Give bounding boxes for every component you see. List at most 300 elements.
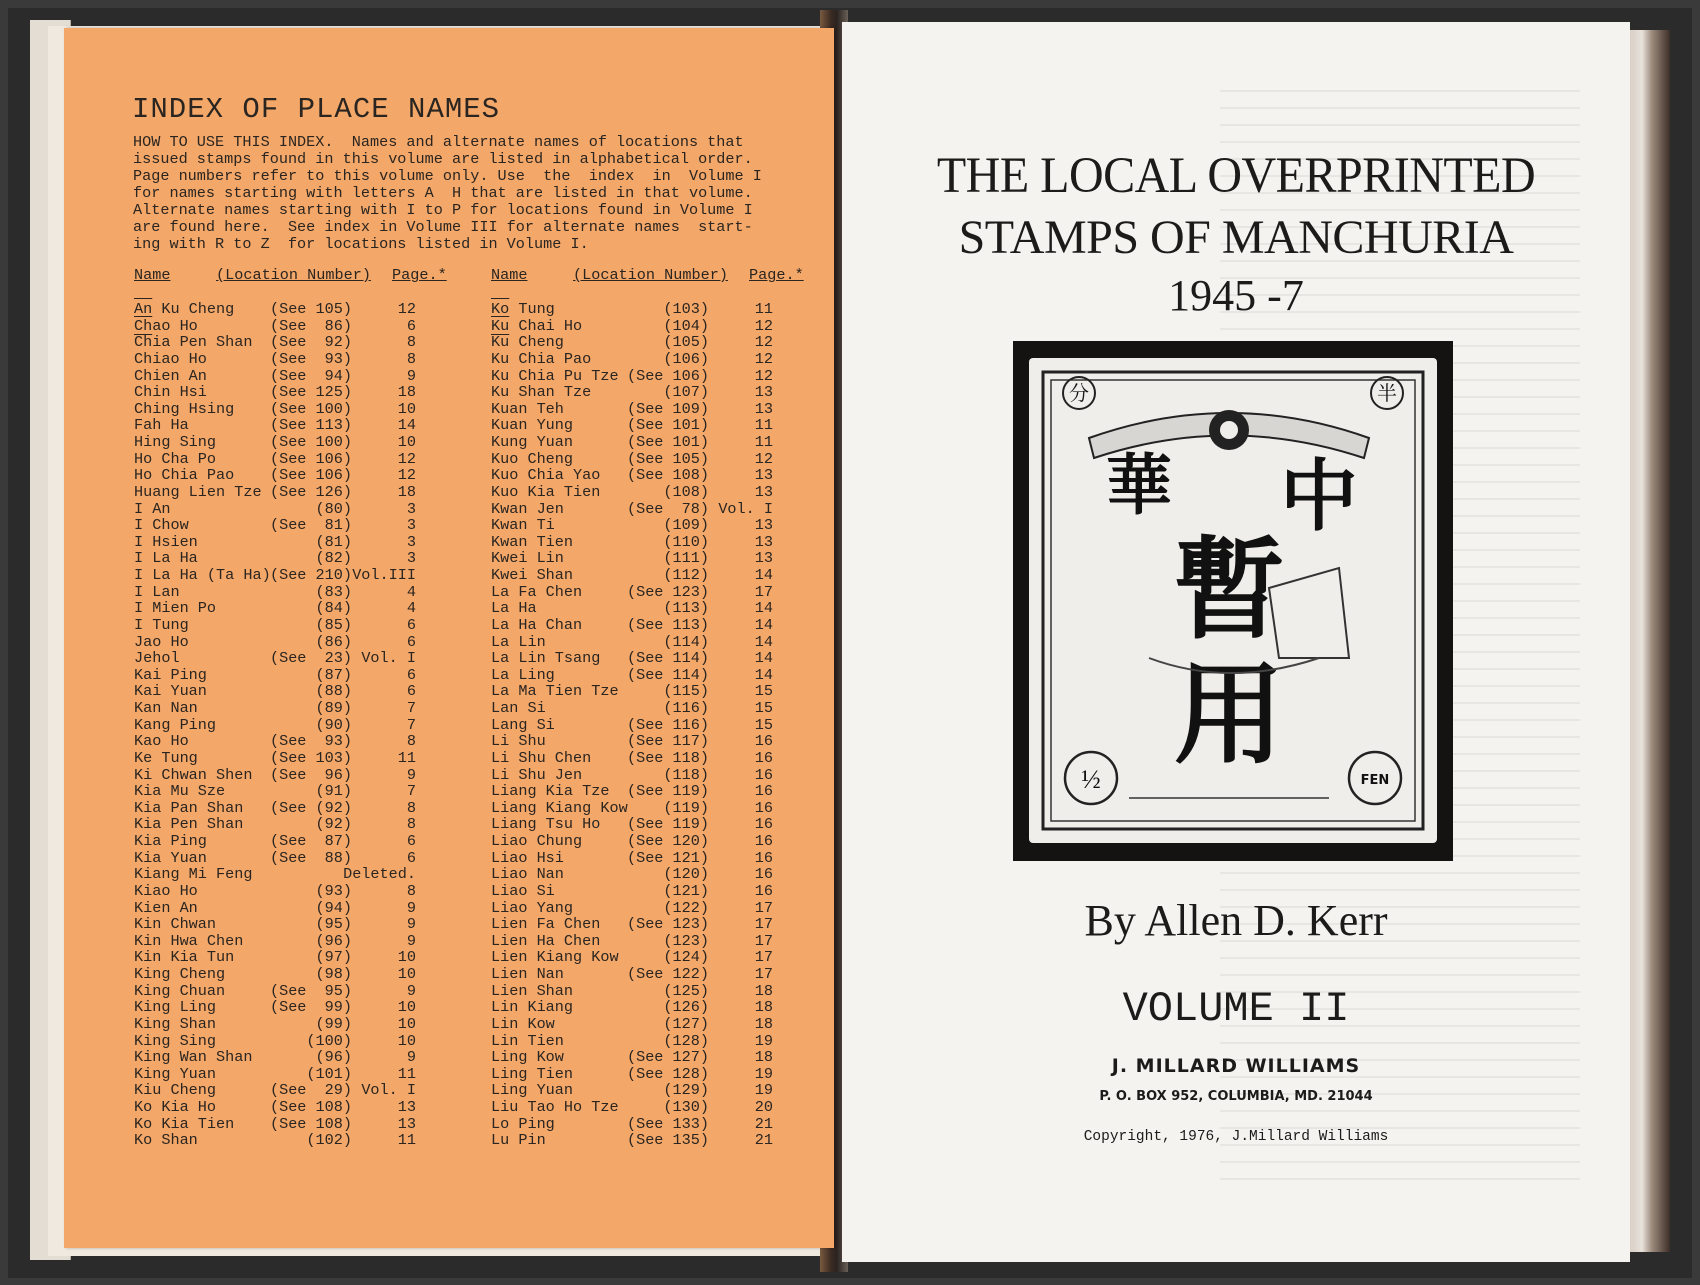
location-number: (97) xyxy=(315,948,352,967)
location-number: (See 127) xyxy=(626,1048,709,1067)
place-name: Kia Ping xyxy=(134,832,207,850)
location-number: (See 122) xyxy=(626,965,709,983)
location-number: (112) xyxy=(663,566,709,584)
location-number: (See 95) xyxy=(269,981,352,1000)
place-name: I La Ha xyxy=(134,549,198,568)
page-reference: 9 xyxy=(406,1048,416,1067)
place-name: Ko Kia Tien xyxy=(134,1114,235,1133)
location-number: (100) xyxy=(306,1031,352,1050)
location-number: (122) xyxy=(663,898,709,917)
location-number: (116) xyxy=(663,699,709,717)
place-name: Lin Tien xyxy=(491,1031,564,1050)
place-name: Chao Ho xyxy=(134,316,198,335)
location-number: (93) xyxy=(315,881,352,900)
page-reference: 17 xyxy=(754,948,773,967)
place-name: Chiao Ho xyxy=(134,349,207,368)
location-number: (See 101) xyxy=(626,433,709,451)
location-number: (114) xyxy=(663,632,709,651)
place-name: Kang Ping xyxy=(134,715,217,734)
place-name: Lu Pin xyxy=(491,1131,546,1150)
place-name: Liang Tsu Ho xyxy=(491,815,601,834)
location-number: (See 113) xyxy=(269,416,352,435)
place-name: Kin Kia Tun xyxy=(134,948,235,967)
location-number: (96) xyxy=(315,931,352,950)
location-number: (See (92) xyxy=(269,798,352,817)
page-reference: Vol.III xyxy=(352,566,416,584)
location-number: (See 114) xyxy=(626,665,709,684)
page-reference: 12 xyxy=(754,349,773,368)
place-name: La Lin Tsang xyxy=(491,649,601,668)
page-reference: 7 xyxy=(406,715,416,734)
page-reference: 16 xyxy=(754,848,773,867)
location-number: (See 108) xyxy=(626,466,709,485)
location-number: (102) xyxy=(306,1131,352,1150)
page-reference: 9 xyxy=(406,765,416,784)
location-number: (See 123) xyxy=(626,915,709,934)
location-number: (119) xyxy=(663,798,709,817)
page-reference: 3 xyxy=(406,499,416,518)
location-number: (98) xyxy=(315,965,352,983)
location-number: (90) xyxy=(315,715,352,734)
location-number: (See 106) xyxy=(269,466,352,485)
location-number: (124) xyxy=(663,948,709,967)
place-name: Liang Kia Tze xyxy=(491,782,610,801)
corner-left-character: 分 xyxy=(1069,381,1089,405)
location-number: (85) xyxy=(315,615,352,634)
page-reference: 10 xyxy=(397,965,416,983)
place-name: King Sing xyxy=(134,1031,217,1050)
instruction-line: ing with R to Z for locations listed in Volume I. xyxy=(133,235,589,253)
location-number: (130) xyxy=(663,1098,709,1116)
author-line: By Allen D. Kerr xyxy=(1084,896,1388,945)
place-name: Liao Hsi xyxy=(491,848,564,867)
page-reference: 19 xyxy=(754,1081,773,1100)
place-name: Kiu Cheng xyxy=(134,1081,217,1100)
page-reference: 10 xyxy=(397,1014,416,1033)
location-number: (See 93) xyxy=(269,349,352,368)
page-reference: 10 xyxy=(397,998,416,1017)
place-name: Hing Sing xyxy=(134,433,217,451)
location-number: (120) xyxy=(663,865,709,884)
place-name: I Chow xyxy=(134,516,189,535)
place-name: Jehol xyxy=(134,649,180,668)
location-number: (118) xyxy=(663,765,709,784)
place-name: Ki Chwan Shen xyxy=(134,765,253,784)
place-name: La Ling xyxy=(491,665,555,684)
place-name: Li Shu xyxy=(491,732,546,751)
place-name: Liang Kiang Kow xyxy=(491,798,628,817)
location-number: (109) xyxy=(663,516,709,535)
page-reference: 9 xyxy=(406,366,416,385)
page-reference: 18 xyxy=(754,998,773,1017)
page-reference: 17 xyxy=(754,965,773,983)
location-number: (See 113) xyxy=(626,615,709,634)
name-header: Name xyxy=(134,266,171,284)
place-name: Chin Hsi xyxy=(134,383,207,402)
location-header: (Location Number) xyxy=(216,266,371,284)
place-name: Ku Shan Tze xyxy=(491,383,592,402)
location-number: (123) xyxy=(663,931,709,950)
location-number: (89) xyxy=(315,699,352,717)
place-name: Lien Shan xyxy=(491,981,574,1000)
page-reference: 16 xyxy=(754,881,773,900)
place-name: Ke Tung xyxy=(134,748,198,767)
page-reference: Vol. I xyxy=(718,499,773,518)
location-number: (See 118) xyxy=(626,748,709,767)
place-name: Kia Pen Shan xyxy=(134,815,244,834)
name-header: Name xyxy=(491,266,528,284)
location-number: (110) xyxy=(663,532,709,551)
place-name: Ho Chia Pao xyxy=(134,466,235,485)
place-name: Kuan Teh xyxy=(491,399,564,418)
location-number: (107) xyxy=(663,383,709,402)
page-reference: 11 xyxy=(754,300,773,318)
location-number: (See 23) xyxy=(269,649,352,668)
location-number: (See 94) xyxy=(269,366,352,385)
page-reference: 16 xyxy=(754,765,773,784)
page-reference: 8 xyxy=(406,333,416,352)
place-name: Liao Yang xyxy=(491,898,574,917)
instruction-line: for names starting with letters A H that are listed in that volume. xyxy=(133,184,753,202)
page-reference: 16 xyxy=(754,798,773,817)
page-reference: 3 xyxy=(406,549,416,568)
page-reference: 13 xyxy=(397,1114,416,1133)
page-reference: 13 xyxy=(754,516,773,535)
page-reference: 16 xyxy=(754,832,773,850)
place-name: Lin Kiang xyxy=(491,998,574,1017)
location-number: (103) xyxy=(663,300,709,318)
place-name: King Wan Shan xyxy=(134,1048,253,1067)
page-reference: 14 xyxy=(754,649,773,668)
place-name: I Mien Po xyxy=(134,599,217,618)
location-number: (See 210) xyxy=(269,566,352,584)
place-name: Kung Yuan xyxy=(491,433,574,451)
place-name: La Ha Chan xyxy=(491,615,583,634)
location-number: (129) xyxy=(663,1081,709,1100)
place-name: Liu Tao Ho Tze xyxy=(491,1098,619,1116)
location-number: (86) xyxy=(315,632,352,651)
page-reference: 8 xyxy=(406,815,416,834)
place-name: Chia Pen Shan xyxy=(134,333,253,352)
page-reference: 8 xyxy=(406,881,416,900)
place-name: Kuo Kia Tien xyxy=(491,482,601,501)
place-name: Kien An xyxy=(134,898,198,917)
book-years: 1945 -7 xyxy=(1168,271,1304,320)
place-name: Ko Tung xyxy=(491,300,555,318)
location-number: (See 109) xyxy=(626,399,709,418)
place-name: Kao Ho xyxy=(134,732,189,751)
page-reference: 21 xyxy=(754,1131,773,1150)
page-reference: 16 xyxy=(754,865,773,884)
corner-right-character: 半 xyxy=(1377,381,1397,405)
instruction-line: are found here. See index in Volume III for alternate names start- xyxy=(133,218,753,236)
place-name: Kiang Mi Feng xyxy=(134,865,253,884)
place-name: La Fa Chen xyxy=(491,582,583,601)
location-number: (See 119) xyxy=(626,815,709,834)
page-reference: 14 xyxy=(754,566,773,584)
place-name: Kwan Tien xyxy=(491,532,574,551)
location-number: (See 120) xyxy=(626,832,709,850)
page-reference: Deleted. xyxy=(343,865,416,884)
location-number: (See 100) xyxy=(269,399,352,418)
page-reference: 6 xyxy=(406,316,416,335)
page-reference: 10 xyxy=(397,1031,416,1050)
location-number: (See 78) xyxy=(626,499,709,518)
page-reference: 15 xyxy=(754,715,773,734)
location-number: (115) xyxy=(663,682,709,701)
place-name: Liao Nan xyxy=(491,865,564,884)
place-name: Lin Kow xyxy=(491,1014,555,1033)
place-name: King Cheng xyxy=(134,965,226,983)
location-number: (See 126) xyxy=(269,482,352,501)
location-number: (82) xyxy=(315,549,352,568)
place-name: Ku Chia Pao xyxy=(491,349,592,368)
instruction-line: Page numbers refer to this volume only. Use the index in Volume I xyxy=(133,167,762,185)
page-reference: 8 xyxy=(406,732,416,751)
page-reference: 6 xyxy=(406,848,416,867)
page-reference: 18 xyxy=(397,482,416,501)
page-reference: 11 xyxy=(397,1064,416,1083)
place-name: Ling Yuan xyxy=(491,1081,574,1100)
location-number: (81) xyxy=(315,532,352,551)
place-name: King Ling xyxy=(134,998,217,1017)
page-reference: 13 xyxy=(754,399,773,418)
place-name: Ku Cheng xyxy=(491,333,564,352)
location-number: (121) xyxy=(663,881,709,900)
location-number: (84) xyxy=(315,599,352,618)
book-title-line-1: THE LOCAL OVERPRINTED xyxy=(936,147,1536,204)
page-reference: 16 xyxy=(754,782,773,801)
page-reference: 21 xyxy=(754,1114,773,1133)
publisher-name: J. MILLARD WILLIAMS xyxy=(1111,1055,1361,1077)
location-number: (113) xyxy=(663,599,709,618)
place-name: La Lin xyxy=(491,632,546,651)
location-number: (See 101) xyxy=(626,416,709,435)
page-reference: 11 xyxy=(397,748,416,767)
location-number: (See 108) xyxy=(269,1114,352,1133)
page-reference: 19 xyxy=(754,1031,773,1050)
place-name: La Ma Tien Tze xyxy=(491,682,619,701)
page-reference: 12 xyxy=(754,366,773,385)
publisher-address: P. O. BOX 952, COLUMBIA, MD. 21044 xyxy=(1099,1089,1373,1104)
page-reference: 3 xyxy=(406,532,416,551)
page-reference: 16 xyxy=(754,748,773,767)
instruction-line: issued stamps found in this volume are listed in alphabetical order. xyxy=(133,150,753,168)
place-name: King Chuan xyxy=(134,981,226,1000)
location-number: (88) xyxy=(315,682,352,701)
location-number: (87) xyxy=(315,665,352,684)
page-reference: 12 xyxy=(397,449,416,468)
place-name: Kuo Cheng xyxy=(491,449,574,468)
page-reference: 14 xyxy=(754,632,773,651)
location-number: (104) xyxy=(663,316,709,335)
index-instructions xyxy=(133,134,823,253)
place-name: Ko Kia Ho xyxy=(134,1098,217,1116)
place-name: Kai Yuan xyxy=(134,682,207,701)
place-name: Huang Lien Tze xyxy=(134,482,262,501)
location-number: (80) xyxy=(315,499,352,518)
page-reference: 8 xyxy=(406,349,416,368)
place-name: Lien Ha Chen xyxy=(491,931,601,950)
page-reference: 12 xyxy=(754,333,773,352)
page-reference: 4 xyxy=(406,582,416,601)
overprint-char-1: 中 xyxy=(1279,452,1359,542)
page-reference: 7 xyxy=(406,782,416,801)
location-number: (106) xyxy=(663,349,709,368)
place-name: Kin Hwa Chen xyxy=(134,931,244,950)
page-reference: 8 xyxy=(406,798,416,817)
place-name: Ku Chai Ho xyxy=(491,316,583,335)
page-reference: 11 xyxy=(754,416,773,435)
page-reference: 17 xyxy=(754,931,773,950)
place-name: Lan Si xyxy=(491,699,546,717)
location-number: (91) xyxy=(315,782,352,801)
page-reference: 13 xyxy=(754,466,773,485)
place-name: Kwan Ti xyxy=(491,516,555,535)
overprint-char-4: 用 xyxy=(1174,651,1284,779)
page-reference: 6 xyxy=(406,665,416,684)
location-number: (See 114) xyxy=(626,649,709,668)
page-header: Page.* xyxy=(392,266,447,284)
place-name: Kia Pan Shan xyxy=(134,798,244,817)
page-reference: 18 xyxy=(754,1014,773,1033)
page-reference: 18 xyxy=(397,383,416,402)
stamp-artwork xyxy=(1029,358,1437,843)
page-reference: 4 xyxy=(406,599,416,618)
location-number: (83) xyxy=(315,582,352,601)
location-number: (See 117) xyxy=(626,732,709,751)
place-name: Kiao Ho xyxy=(134,881,198,900)
place-name: Ling Tien xyxy=(491,1064,574,1083)
volume-number: VOLUME II xyxy=(1122,985,1350,1033)
place-name: Kin Chwan xyxy=(134,915,217,934)
place-name: Kwei Shan xyxy=(491,566,574,584)
page-reference: 15 xyxy=(754,682,773,701)
location-number: (See 123) xyxy=(626,582,709,601)
page-reference: 12 xyxy=(397,300,416,318)
place-name: Lo Ping xyxy=(491,1114,555,1133)
place-name: Kuo Chia Yao xyxy=(491,466,601,485)
copyright-line: Copyright, 1976, J.Millard Williams xyxy=(1083,1129,1389,1145)
place-name: La Ha xyxy=(491,599,537,618)
place-name: Ko Shan xyxy=(134,1131,198,1150)
place-name: I La Ha (Ta Ha) xyxy=(134,566,271,584)
place-name: I Lan xyxy=(134,582,180,601)
page-reference: 18 xyxy=(754,1048,773,1067)
page-reference: 12 xyxy=(754,316,773,335)
place-name: I Hsien xyxy=(134,532,198,551)
place-name: Lien Nan xyxy=(491,965,564,983)
place-name: Kai Ping xyxy=(134,665,207,684)
instruction-line: Alternate names starting with I to P for locations found in Volume I xyxy=(133,201,753,219)
page-reference: 14 xyxy=(754,599,773,618)
right-page-edge xyxy=(1630,30,1670,1252)
place-name: Lien Fa Chen xyxy=(491,915,601,934)
place-name: Li Shu Jen xyxy=(491,765,583,784)
page-reference: 13 xyxy=(397,1098,416,1116)
location-number: (99) xyxy=(315,1014,352,1033)
place-name: King Yuan xyxy=(134,1064,217,1083)
place-name: Kan Nan xyxy=(134,699,198,717)
location-number: (See 119) xyxy=(626,782,709,801)
page-reference: 10 xyxy=(397,399,416,418)
location-number: (See 106) xyxy=(269,449,352,468)
page-reference: 20 xyxy=(754,1098,773,1116)
location-number: (See 105) xyxy=(626,449,709,468)
location-number: (128) xyxy=(663,1031,709,1050)
place-name: Lang Si xyxy=(491,715,555,734)
place-name: Lien Kiang Kow xyxy=(491,948,619,967)
page-reference: 9 xyxy=(406,981,416,1000)
denomination-unit: FEN xyxy=(1360,773,1390,788)
page-reference: 14 xyxy=(754,665,773,684)
location-number: (See 133) xyxy=(626,1114,709,1133)
place-name: Fah Ha xyxy=(134,416,189,435)
location-number: (105) xyxy=(663,333,709,352)
page-reference: 6 xyxy=(406,615,416,634)
page-reference: 14 xyxy=(397,416,416,435)
location-number: (125) xyxy=(663,981,709,1000)
page-reference: 11 xyxy=(754,433,773,451)
page-reference: 14 xyxy=(754,615,773,634)
location-number: (See 121) xyxy=(626,848,709,867)
location-number: (See 105) xyxy=(269,300,352,318)
location-number: (See 96) xyxy=(269,765,352,784)
place-name: Liao Chung xyxy=(491,832,583,850)
location-number: (See 81) xyxy=(269,516,352,535)
index-title: INDEX OF PLACE NAMES xyxy=(132,93,501,126)
page-reference: 16 xyxy=(754,732,773,751)
place-name: Ling Kow xyxy=(491,1048,564,1067)
place-name: Li Shu Chen xyxy=(491,748,592,767)
place-name: King Shan xyxy=(134,1014,217,1033)
page-reference: 17 xyxy=(754,915,773,934)
place-name: Kwan Jen xyxy=(491,499,564,518)
place-name: Kia Yuan xyxy=(134,848,207,867)
page-reference: 9 xyxy=(406,898,416,917)
page-reference: 11 xyxy=(397,1131,416,1150)
location-number: (See 125) xyxy=(269,383,352,402)
location-header: (Location Number) xyxy=(573,266,728,284)
overprint-char-3: 暫 xyxy=(1174,526,1284,654)
location-number: (108) xyxy=(663,482,709,501)
page-reference: 6 xyxy=(406,682,416,701)
page-reference: 3 xyxy=(406,516,416,535)
place-name: Kwei Lin xyxy=(491,549,564,568)
page-reference: 9 xyxy=(406,915,416,934)
page-reference: Vol. I xyxy=(361,1081,416,1100)
location-number: (See 86) xyxy=(269,316,352,335)
page-reference: 15 xyxy=(754,699,773,717)
location-number: (See 87) xyxy=(269,832,352,850)
page-reference: 16 xyxy=(754,815,773,834)
page-reference: 17 xyxy=(754,898,773,917)
place-name: Liao Si xyxy=(491,881,555,900)
location-number: (94) xyxy=(315,898,352,917)
page-reference: 7 xyxy=(406,699,416,717)
place-name: An Ku Cheng xyxy=(134,300,235,318)
place-name: Ho Cha Po xyxy=(134,449,217,468)
page-header: Page.* xyxy=(749,266,804,284)
location-number: (111) xyxy=(663,549,709,568)
page-reference: Vol. I xyxy=(361,649,416,668)
place-name: Kuan Yung xyxy=(491,416,574,435)
location-number: (See 116) xyxy=(626,715,709,734)
overprint-char-2: 華 xyxy=(1106,447,1172,524)
location-number: (92) xyxy=(315,815,352,834)
page-reference: 13 xyxy=(754,549,773,568)
location-number: (See 135) xyxy=(626,1131,709,1150)
